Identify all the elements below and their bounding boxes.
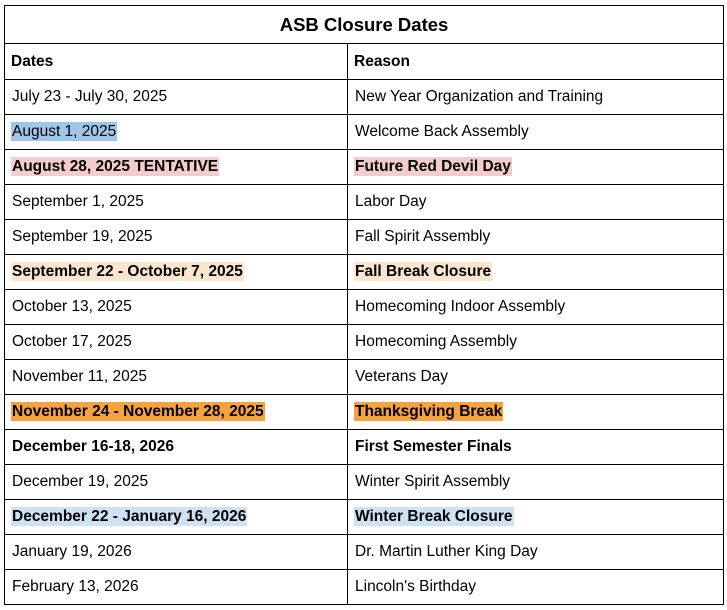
date-text: September 22 - October 7, 2025: [12, 263, 243, 280]
reason-text: New Year Organization and Training: [355, 88, 604, 105]
reason-text: Winter Spirit Assembly: [355, 473, 511, 490]
reason-text: Welcome Back Assembly: [355, 123, 529, 140]
date-text: October 13, 2025: [12, 298, 132, 315]
table-row: [5, 570, 724, 605]
date-cell: [5, 395, 348, 430]
table-row: [5, 360, 724, 395]
reason-text: Fall Break Closure: [355, 263, 492, 280]
table-body: [5, 80, 724, 605]
reason-cell: [348, 185, 724, 220]
date-cell: [5, 80, 348, 115]
date-text: September 1, 2025: [12, 193, 144, 210]
date-cell: [5, 255, 348, 290]
date-text: January 19, 2026: [12, 543, 132, 560]
table-row: [5, 80, 724, 115]
date-cell: [5, 500, 348, 535]
date-cell: [5, 570, 348, 605]
date-cell: [5, 150, 348, 185]
reason-cell: [348, 535, 724, 570]
reason-cell: [348, 220, 724, 255]
reason-text: Dr. Martin Luther King Day: [355, 543, 538, 560]
table-row: [5, 500, 724, 535]
reason-text: Veterans Day: [355, 368, 449, 385]
table-row: [5, 430, 724, 465]
table-row: [5, 220, 724, 255]
date-text: December 22 - January 16, 2026: [12, 508, 247, 525]
reason-cell: [348, 570, 724, 605]
header-row: [5, 44, 724, 80]
reason-cell: [348, 395, 724, 430]
date-cell: [5, 325, 348, 360]
table-row: [5, 150, 724, 185]
table-title: ASB Closure Dates: [5, 6, 724, 44]
date-cell: [5, 430, 348, 465]
date-text: September 19, 2025: [12, 228, 153, 245]
date-text: November 24 - November 28, 2025: [12, 403, 264, 420]
reason-text: Winter Break Closure: [355, 508, 513, 525]
reason-text: Homecoming Indoor Assembly: [355, 298, 566, 315]
reason-cell: [348, 80, 724, 115]
date-text: July 23 - July 30, 2025: [12, 88, 168, 105]
date-cell: [5, 465, 348, 500]
date-cell: [5, 115, 348, 150]
reason-cell: [348, 325, 724, 360]
date-cell: [5, 360, 348, 395]
date-text: December 16-18, 2026: [12, 438, 175, 455]
date-cell: [5, 535, 348, 570]
date-text: February 13, 2026: [12, 578, 139, 595]
dates-column-header: Dates: [5, 44, 348, 80]
reason-column-header: Reason: [348, 44, 724, 80]
table-row: [5, 325, 724, 360]
date-cell: [5, 220, 348, 255]
date-text: October 17, 2025: [12, 333, 132, 350]
reason-text: Homecoming Assembly: [355, 333, 517, 350]
reason-cell: [348, 255, 724, 290]
date-text: November 11, 2025: [12, 368, 147, 385]
reason-cell: [348, 360, 724, 395]
table-row: [5, 465, 724, 500]
table-row: [5, 290, 724, 325]
date-cell: [5, 290, 348, 325]
reason-text: Thanksgiving Break: [355, 403, 503, 420]
title-row: [5, 6, 724, 44]
table-row: [5, 395, 724, 430]
table-row: [5, 115, 724, 150]
reason-cell: [348, 290, 724, 325]
reason-text: Lincoln's Birthday: [355, 578, 476, 595]
reason-text: First Semester Finals: [355, 438, 512, 455]
reason-cell: [348, 465, 724, 500]
table-row: [5, 255, 724, 290]
reason-text: Labor Day: [355, 193, 427, 210]
date-text: August 1, 2025: [12, 123, 117, 140]
reason-cell: [348, 115, 724, 150]
reason-cell: [348, 500, 724, 535]
closure-dates-table: [4, 5, 724, 605]
reason-text: Future Red Devil Day: [355, 158, 511, 175]
reason-cell: [348, 430, 724, 465]
reason-cell: [348, 150, 724, 185]
date-text: August 28, 2025 TENTATIVE: [12, 158, 219, 175]
table-row: [5, 185, 724, 220]
date-text: December 19, 2025: [12, 473, 149, 490]
reason-text: Fall Spirit Assembly: [355, 228, 491, 245]
table-row: [5, 535, 724, 570]
date-cell: [5, 185, 348, 220]
